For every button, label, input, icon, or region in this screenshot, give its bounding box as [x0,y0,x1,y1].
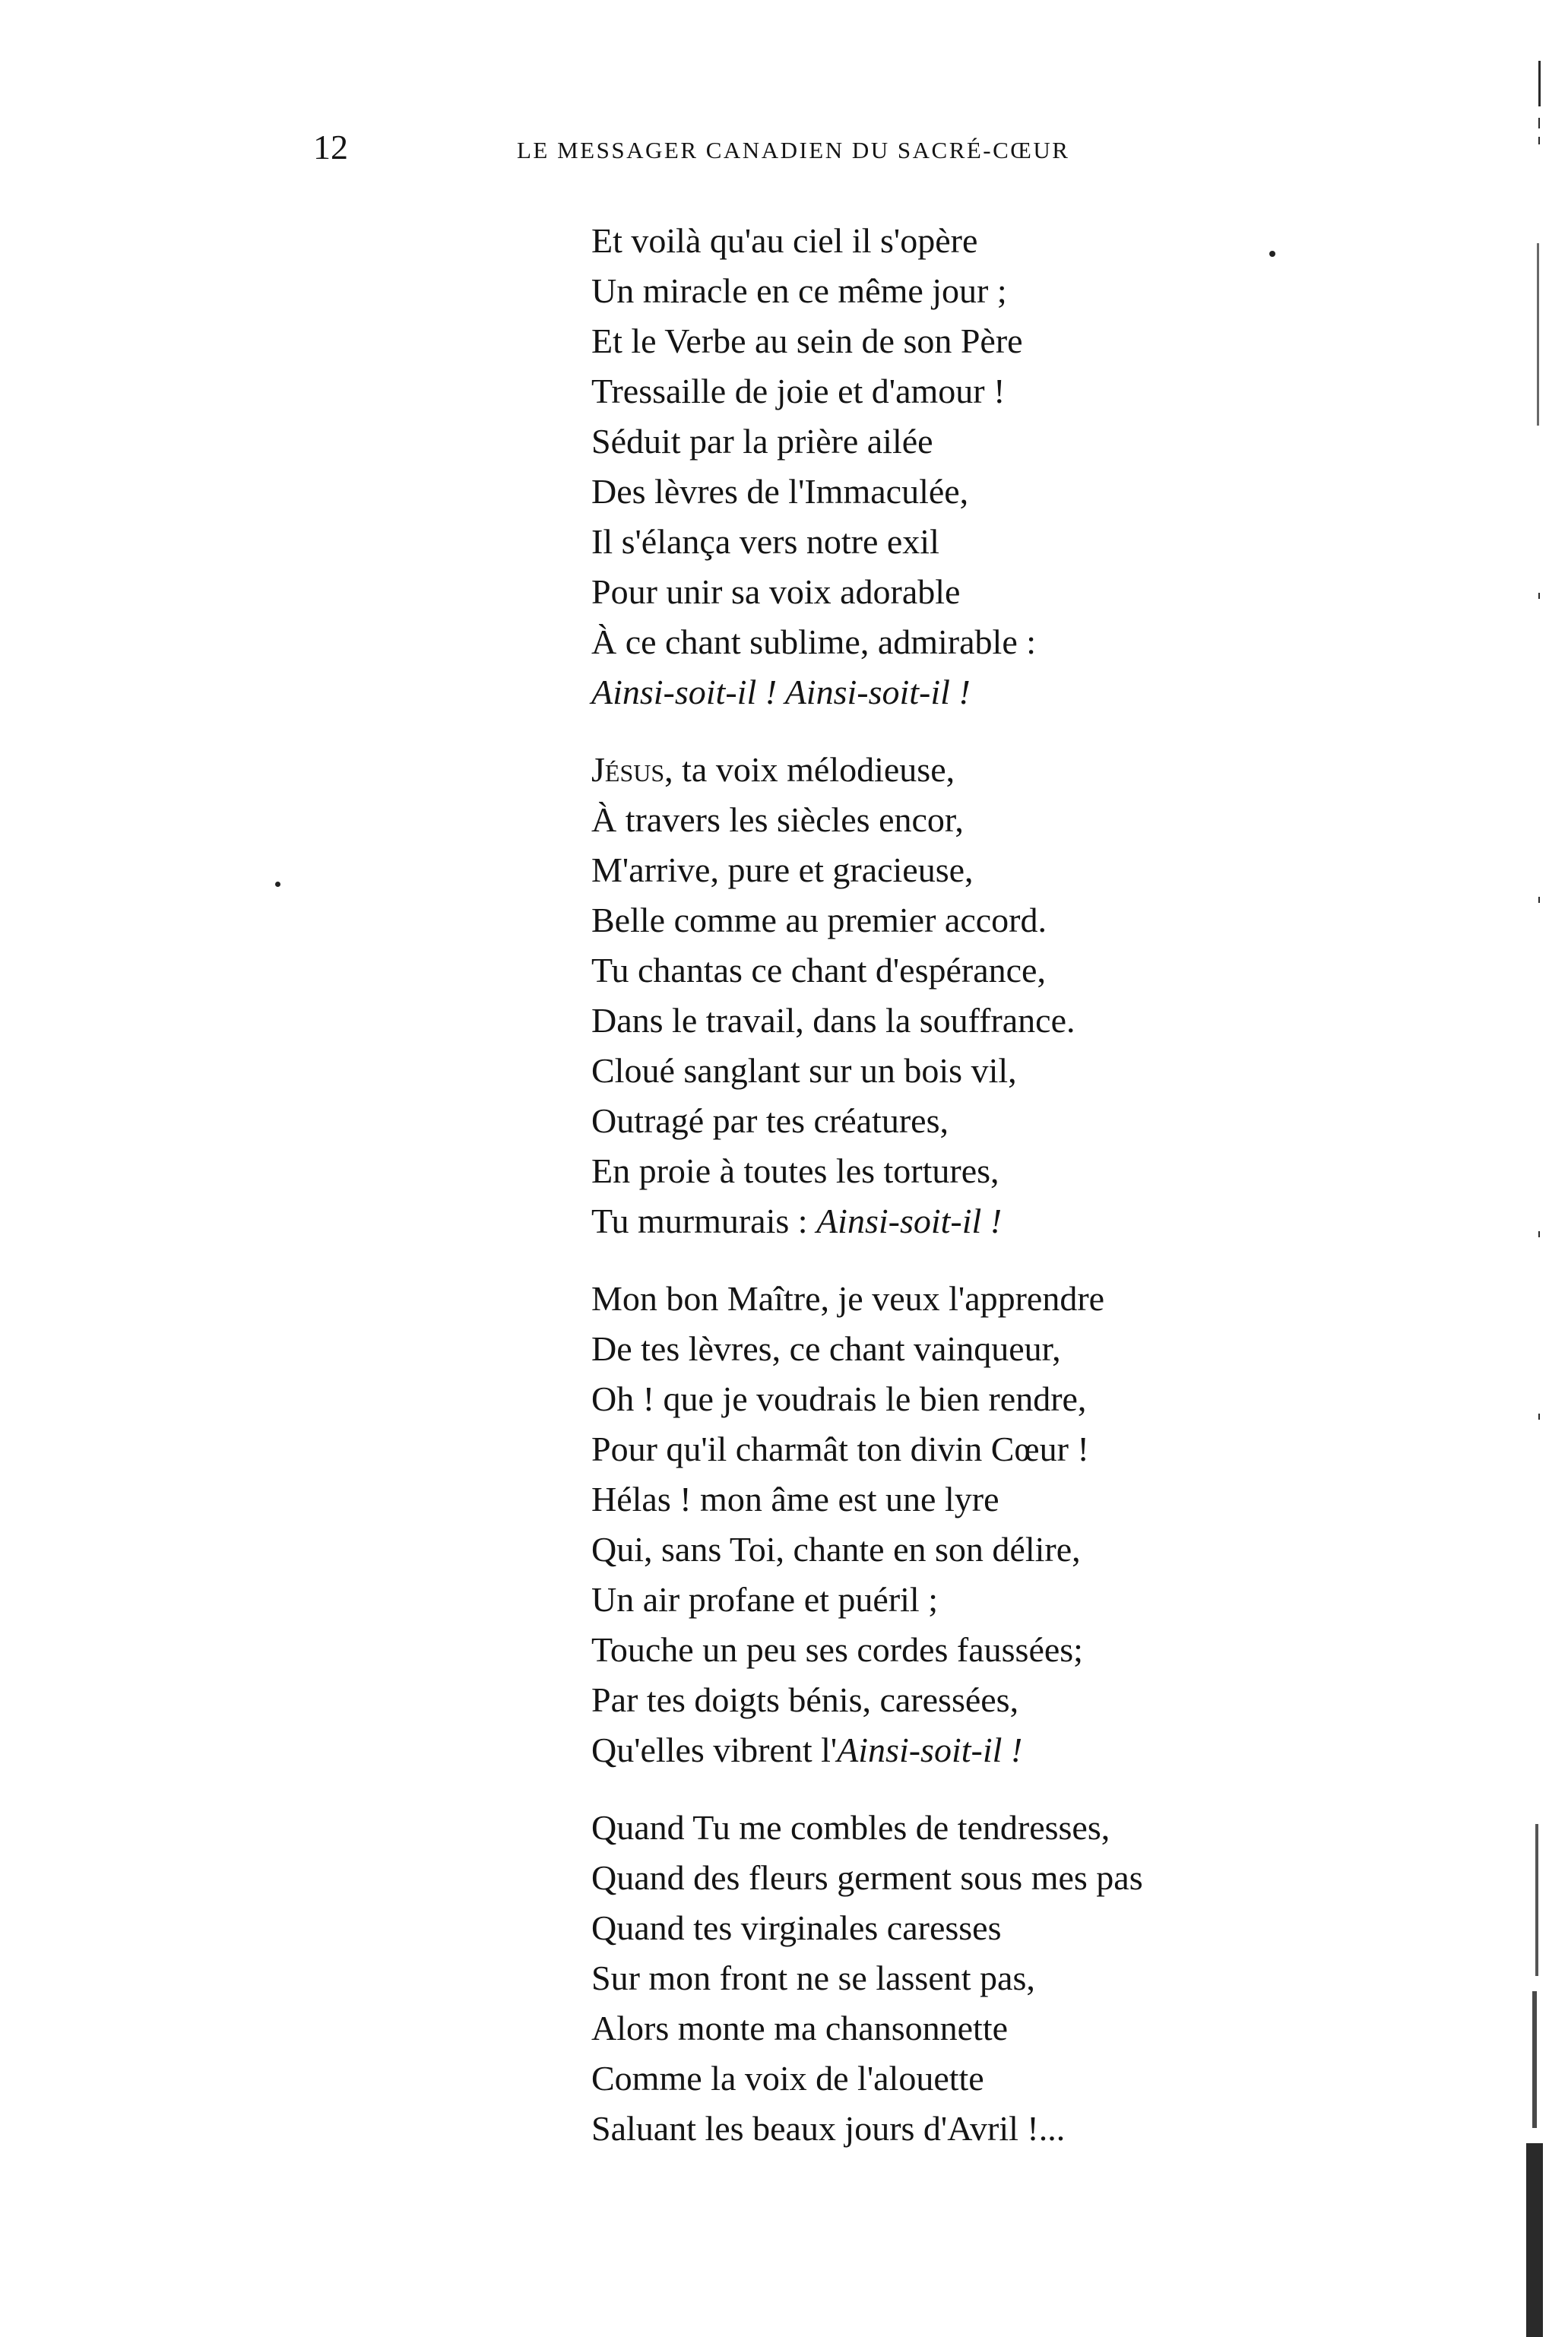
poem-line: En proie à toutes les tortures, [591,1151,999,1190]
poem-line: Tu chantas ce chant d'espérance, [591,951,1046,990]
stanza-4 [591,1803,1458,2154]
stanza-1 [591,216,1458,717]
poem [591,216,1458,2181]
poem-line: À travers les siècles encor, [591,800,964,839]
poem-line: Un miracle en ce même jour ; [591,271,1007,310]
poem-line: Hélas ! mon âme est une lyre [591,1480,999,1518]
page-number: 12 [313,128,348,166]
stanza-2 [591,745,1458,1246]
poem-line: Dans le travail, dans la souffrance. [591,1001,1075,1040]
poem-line: Oh ! que je voudrais le bien rendre, [591,1379,1087,1418]
poem-line: Pour qu'il charmât ton divin Cœur ! [591,1430,1089,1468]
poem-line: Tressaille de joie et d'amour ! [591,372,1006,410]
poem-line: Qui, sans Toi, chante en son délire, [591,1530,1081,1569]
scan-edge-shadow [1513,46,1558,2337]
poem-line: Et le Verbe au sein de son Père [591,321,1023,360]
poem-line: Par tes doigts bénis, caressées, [591,1680,1019,1719]
poem-line: Comme la voix de l'alouette [591,2059,984,2098]
scan-speck [1269,251,1275,257]
poem-line: Quand tes virginales caresses [591,1908,1002,1947]
poem-line-start: Qu'elles vibrent l' [591,1731,838,1769]
poem-line: Belle comme au premier accord. [591,901,1047,939]
poem-line: Outragé par tes créatures, [591,1101,949,1140]
poem-line [591,1196,1458,1246]
poem-line [591,1725,1458,1775]
stanza-first-word: Jésus [591,750,665,789]
poem-line: Et voilà qu'au ciel il s'opère [591,221,978,260]
poem-line: Quand Tu me combles de tendresses, [591,1808,1110,1847]
running-title: LE MESSAGER CANADIEN DU SACRÉ-CŒUR [517,137,1070,163]
poem-line: Un air profane et puéril ; [591,1580,938,1619]
scan-speck [275,882,280,887]
refrain-line: Ainsi-soit-il ! Ainsi-soit-il ! [591,673,971,711]
poem-line: Alors monte ma chansonnette [591,2009,1009,2047]
poem-line [591,745,1458,795]
stanza-3 [591,1274,1458,1775]
poem-line: Quand des fleurs germent sous mes pas [591,1858,1143,1897]
poem-line: Sur mon front ne se lassent pas, [591,1959,1035,1997]
poem-line: De tes lèvres, ce chant vainqueur, [591,1329,1061,1368]
poem-line: Séduit par la prière ailée [591,422,933,461]
poem-line-start: Tu murmurais : [591,1202,808,1240]
refrain-text: Ainsi-soit-il ! [837,1731,1023,1769]
poem-line: Mon bon Maître, je veux l'apprendre [591,1279,1105,1318]
refrain-text: Ainsi-soit-il ! [816,1202,1003,1240]
poem-line: M'arrive, pure et gracieuse, [591,850,974,889]
poem-line: Cloué sanglant sur un bois vil, [591,1051,1017,1090]
poem-line-rest: , ta voix mélodieuse, [664,750,955,789]
poem-line: Il s'élança vers notre exil [591,522,939,561]
poem-line: Touche un peu ses cordes faussées; [591,1630,1083,1669]
poem-line: À ce chant sublime, admirable : [591,622,1037,661]
poem-line: Des lèvres de l'Immaculée, [591,472,969,511]
poem-line: Pour unir sa voix adorable [591,572,961,611]
poem-line: Saluant les beaux jours d'Avril !... [591,2109,1066,2148]
